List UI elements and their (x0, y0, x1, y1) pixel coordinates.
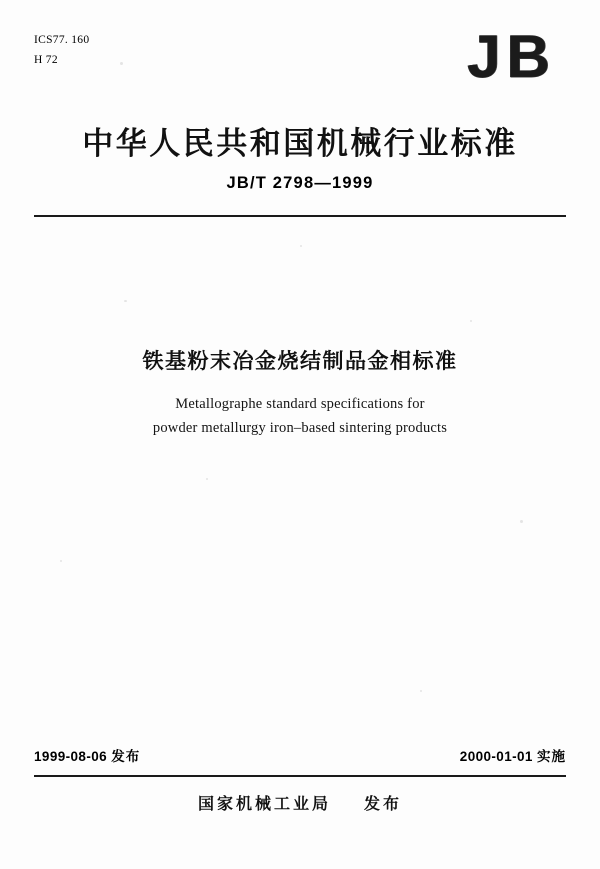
jb-logo: JB (467, 23, 556, 90)
issue-date-label: 发布 (111, 749, 141, 764)
scan-speck (520, 520, 523, 523)
header-divider (34, 215, 566, 217)
classification-codes (34, 30, 89, 70)
ics-code: ICS77. 160 (34, 34, 90, 46)
title-english-line-1: Metallographe standard specifications for (175, 396, 425, 412)
scan-speck (124, 300, 127, 302)
effective-date: 2000-01-01 (459, 749, 533, 764)
title-english (0, 392, 600, 440)
scan-speck (420, 690, 422, 692)
footer-divider (34, 775, 566, 777)
effective-date-label: 实施 (537, 749, 566, 764)
standard-number: JB/T 2798—1999 (226, 174, 374, 192)
category-code: H 72 (34, 54, 58, 66)
date-row (34, 745, 566, 765)
title-english-line-2: powder metallurgy iron–based sintering products (152, 420, 448, 436)
scan-speck (300, 245, 302, 247)
scan-speck (470, 320, 472, 322)
scan-speck (120, 62, 123, 65)
issue-date: 1999-08-06 (34, 749, 108, 764)
scan-speck (206, 478, 208, 480)
national-standard-title: 中华人民共和国机械行业标准 (82, 126, 518, 161)
issuer-action: 发布 (363, 796, 402, 813)
effective-date-group (460, 745, 566, 765)
scan-speck (60, 560, 62, 562)
title-chinese: 铁基粉末冶金烧结制品金相标准 (142, 350, 458, 373)
issuer-name: 国家机械工业局 (198, 796, 332, 813)
issuer-line (0, 791, 600, 814)
issue-date-group (34, 745, 140, 765)
